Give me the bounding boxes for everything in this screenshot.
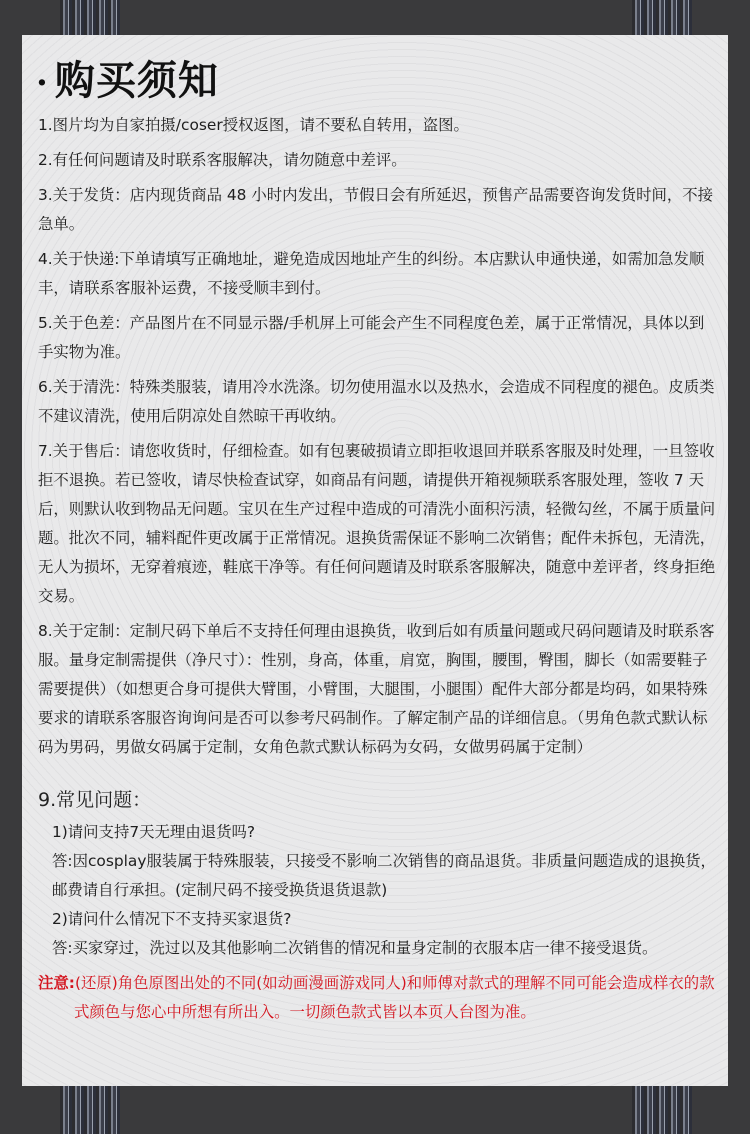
faq-title: 9.常见问题： xyxy=(38,789,152,811)
faq-question-2: 2)请问什么情况下不支持买家退货? xyxy=(52,910,292,928)
notice-item-7: 7.关于售后：请您收货时，仔细检查。如有包裹破损请立即拒收退回并联系客服及时处理，一旦签收拒不退换。若已签收，请尽快检查试穿，如商品有问题，请提供开箱视频联系客服处理，签收 7 天后，则默认收到物品无问题。宝贝在生产过程中造成的可清洗小面积污渍，轻微勾丝，不属于质量问题。批次不同，辅料配件更改属于正常情况。退换货需保证不影响二次销售；配件未拆包，无清洗，无人为损坏，无穿着痕迹，鞋底干净等。有任何问题请及时联系客服解决，随意中差评者，终身拒绝交易。 xyxy=(38,442,716,605)
faq-question-1: 1)请问支持7天无理由退货吗? xyxy=(52,823,256,841)
notice-item-3: 3.关于发货：店内现货商品 48 小时内发出，节假日会有所延迟，预售产品需要咨询发货时间，不接急单。 xyxy=(38,186,714,233)
notice-content xyxy=(38,111,718,1027)
notice-item-4: 4.关于快递:下单请填写正确地址，避免造成因地址产生的纠纷。本店默认申通快递，如需加急发顺丰，请联系客服补运费，不接受顺丰到付。 xyxy=(38,250,705,297)
notice-item-5: 5.关于色差：产品图片在不同显示器/手机屏上可能会产生不同程度色差，属于正常情况，具体以到手实物为准。 xyxy=(38,314,705,361)
warning-label: 注意: xyxy=(38,974,75,992)
page-title xyxy=(36,49,219,106)
title-bullet: · xyxy=(36,63,49,103)
warning-text: (还原)角色原图出处的不同(如动画漫画游戏同人)和师傅对款式的理解不同可能会造成样衣的款式颜色与您心中所想有所出入。一切颜色款式皆以本页人台图为准。 xyxy=(74,974,715,1021)
notice-item-8: 8.关于定制：定制尺码下单后不支持任何理由退换货，收到后如有质量问题或尺码问题请及时联系客服。量身定制需提供（净尺寸）：性别，身高，体重，肩宽，胸围，腰围，臀围，脚长（如需要鞋子需要提供）（如想更合身可提供大臂围，小臂围，大腿围，小腿围）配件大部分都是均码，如果特殊要求的请联系客服咨询询问是否可以参考尺码制作。了解定制产品的详细信息。（男角色款式默认标码为男码，男做女码属于定制，女角色款式默认标码为女码，女做男码属于定制） xyxy=(38,622,715,756)
title-text: 购买须知 xyxy=(54,57,219,104)
faq-answer-2: 答:买家穿过，洗过以及其他影响二次销售的情况和量身定制的衣服本店一律不接受退货。 xyxy=(52,939,658,957)
notice-item-1: 1.图片均为自家拍摄/coser授权返图，请不要私自转用，盗图。 xyxy=(38,116,469,134)
notice-panel xyxy=(22,35,728,1086)
notice-item-6: 6.关于清洗：特殊类服装，请用冷水洗涤。切勿使用温水以及热水，会造成不同程度的褪色。皮质类不建议清洗，使用后阴凉处自然晾干再收纳。 xyxy=(38,378,715,425)
warning-notice xyxy=(38,969,718,1027)
faq-answer-1: 答:因cosplay服装属于特殊服装，只接受不影响二次销售的商品退货。非质量问题造成的退换货，邮费请自行承担。(定制尺码不接受换货退货退款) xyxy=(52,852,716,899)
notice-item-2: 2.有任何问题请及时联系客服解决，请勿随意中差评。 xyxy=(38,151,407,169)
